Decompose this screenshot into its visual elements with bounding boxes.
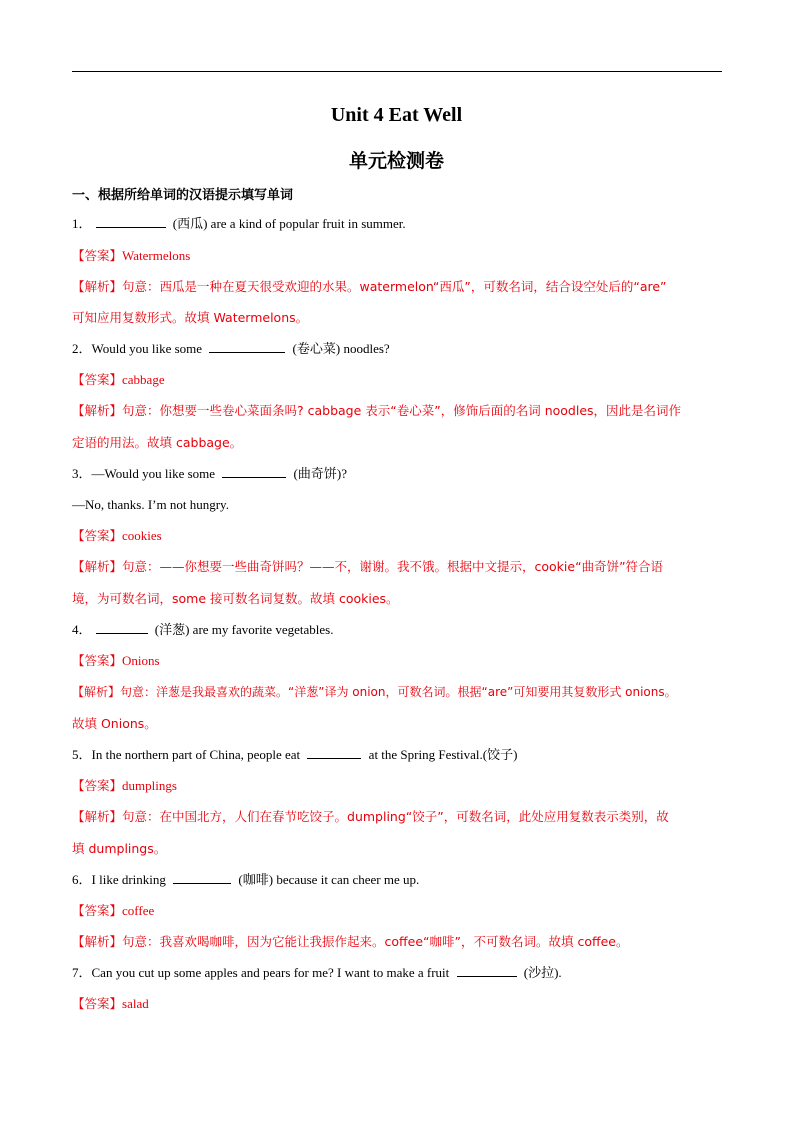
question-3: [72, 465, 722, 483]
question-3-reply: —No, thanks. I’m not hungry.: [72, 497, 229, 512]
answer-blank: [222, 465, 286, 478]
analysis-6-line1: [72, 933, 722, 951]
analysis-text: 句意：洋葱是我最喜欢的蔬菜。“洋葱”译为 onion，可数名词。根据“are”可知要用其复数形式 onions。: [120, 685, 677, 699]
analysis-text: 句意：我喜欢喝咖啡，因为它能让我振作起来。coffee“咖啡”，不可数名词。故填 coffee。: [122, 934, 629, 949]
answer-tag: 【答案】: [72, 372, 123, 387]
answer-2: [72, 371, 722, 389]
question-number: 7．: [72, 965, 92, 980]
answer-text: coffee: [122, 903, 155, 918]
answer-text: cookies: [122, 528, 162, 543]
question-2: [72, 340, 722, 358]
analysis-text: 句意：在中国北方，人们在春节吃饺子。dumpling“饺子”，可数名词，此处应用复数表示类别，故: [122, 809, 669, 824]
question-6: [72, 871, 722, 889]
document-subtitle: 单元检测卷: [348, 150, 444, 172]
analysis-5-line1: [72, 808, 722, 826]
analysis-5-line2: 填 dumplings。: [72, 841, 167, 856]
question-text-pre: Would you like some: [91, 341, 206, 356]
analysis-1-line2: 可知应用复数形式。故填 Watermelons。: [72, 310, 309, 325]
question-number: 2．: [72, 341, 92, 356]
answer-1: [72, 247, 722, 265]
question-number: 6．: [72, 872, 92, 887]
analysis-text: 句意：你想要一些卷心菜面条吗? cabbage 表示“卷心菜”，修饰后面的名词 noodles，因此是名词作: [122, 403, 682, 418]
analysis-tag: 【解析】: [72, 934, 123, 949]
answer-text: salad: [122, 996, 149, 1011]
question-text: (曲奇饼)?: [290, 466, 347, 481]
analysis-2-line2: 定语的用法。故填 cabbage。: [72, 435, 243, 450]
question-text: (咖啡) because it can cheer me up.: [235, 872, 420, 887]
answer-4: [72, 652, 722, 670]
analysis-text: 句意：西瓜是一种在夏天很受欢迎的水果。watermelon“西瓜”，可数名词，结合设空处后的“are”: [122, 279, 667, 294]
header-rule: [72, 71, 722, 72]
answer-blank: [307, 746, 361, 759]
answer-6: [72, 902, 722, 920]
answer-blank: [96, 215, 166, 228]
analysis-tag: 【解析】: [72, 403, 123, 418]
question-text: (洋葱) are my favorite vegetables.: [151, 622, 334, 637]
question-4: [72, 621, 722, 639]
question-number: 3．: [72, 466, 92, 481]
analysis-4-line1: [72, 683, 722, 701]
answer-tag: 【答案】: [72, 528, 123, 543]
answer-5: [72, 777, 722, 795]
answer-text: dumplings: [122, 778, 177, 793]
question-number: 1．: [72, 216, 92, 231]
analysis-1-line1: [72, 278, 722, 296]
question-5: [72, 746, 722, 764]
answer-tag: 【答案】: [72, 778, 123, 793]
analysis-3-line1: [72, 558, 722, 576]
question-text: (沙拉).: [520, 965, 562, 980]
analysis-tag: 【解析】: [72, 559, 123, 574]
question-text: at the Spring Festival.(饺子): [365, 747, 518, 762]
question-text-pre: Can you cut up some apples and pears for me? I want to make a fruit: [91, 965, 453, 980]
analysis-2-line1: [72, 402, 722, 420]
question-number: 4．: [72, 622, 92, 637]
answer-tag: 【答案】: [72, 248, 123, 263]
question-text-pre: In the northern part of China, people eat: [91, 747, 304, 762]
answer-text: Onions: [122, 653, 160, 668]
answer-text: cabbage: [122, 372, 165, 387]
answer-blank: [457, 964, 517, 977]
question-text-pre: I like drinking: [91, 872, 170, 887]
question-text-pre: —Would you like some: [91, 466, 219, 481]
answer-tag: 【答案】: [72, 903, 123, 918]
analysis-tag: 【解析】: [72, 809, 123, 824]
answer-blank: [173, 871, 231, 884]
answer-tag: 【答案】: [72, 653, 123, 668]
document-title: Unit 4 Eat Well: [330, 104, 463, 126]
analysis-4-line2: 故填 Onions。: [72, 716, 157, 731]
analysis-text: 句意：——你想要一些曲奇饼吗？——不，谢谢。我不饿。根据中文提示，cookie“曲奇饼”符合语: [122, 559, 664, 574]
question-text: (西瓜) are a kind of popular fruit in summer.: [169, 216, 406, 231]
question-1: [72, 215, 722, 233]
analysis-tag: 【解析】: [72, 279, 123, 294]
question-number: 5．: [72, 747, 92, 762]
section-heading: 一、根据所给单词的汉语提示填写单词: [72, 188, 294, 203]
answer-blank: [209, 340, 285, 353]
answer-text: Watermelons: [122, 248, 191, 263]
question-text: (卷心菜) noodles?: [289, 341, 390, 356]
answer-7: [72, 995, 722, 1013]
analysis-3-line2: 境，为可数名词，some 接可数名词复数。故填 cookies。: [72, 591, 399, 606]
question-7: [72, 964, 722, 982]
answer-3: [72, 527, 722, 545]
answer-tag: 【答案】: [72, 996, 123, 1011]
analysis-tag: 【解析】: [72, 685, 121, 699]
answer-blank: [96, 621, 148, 634]
